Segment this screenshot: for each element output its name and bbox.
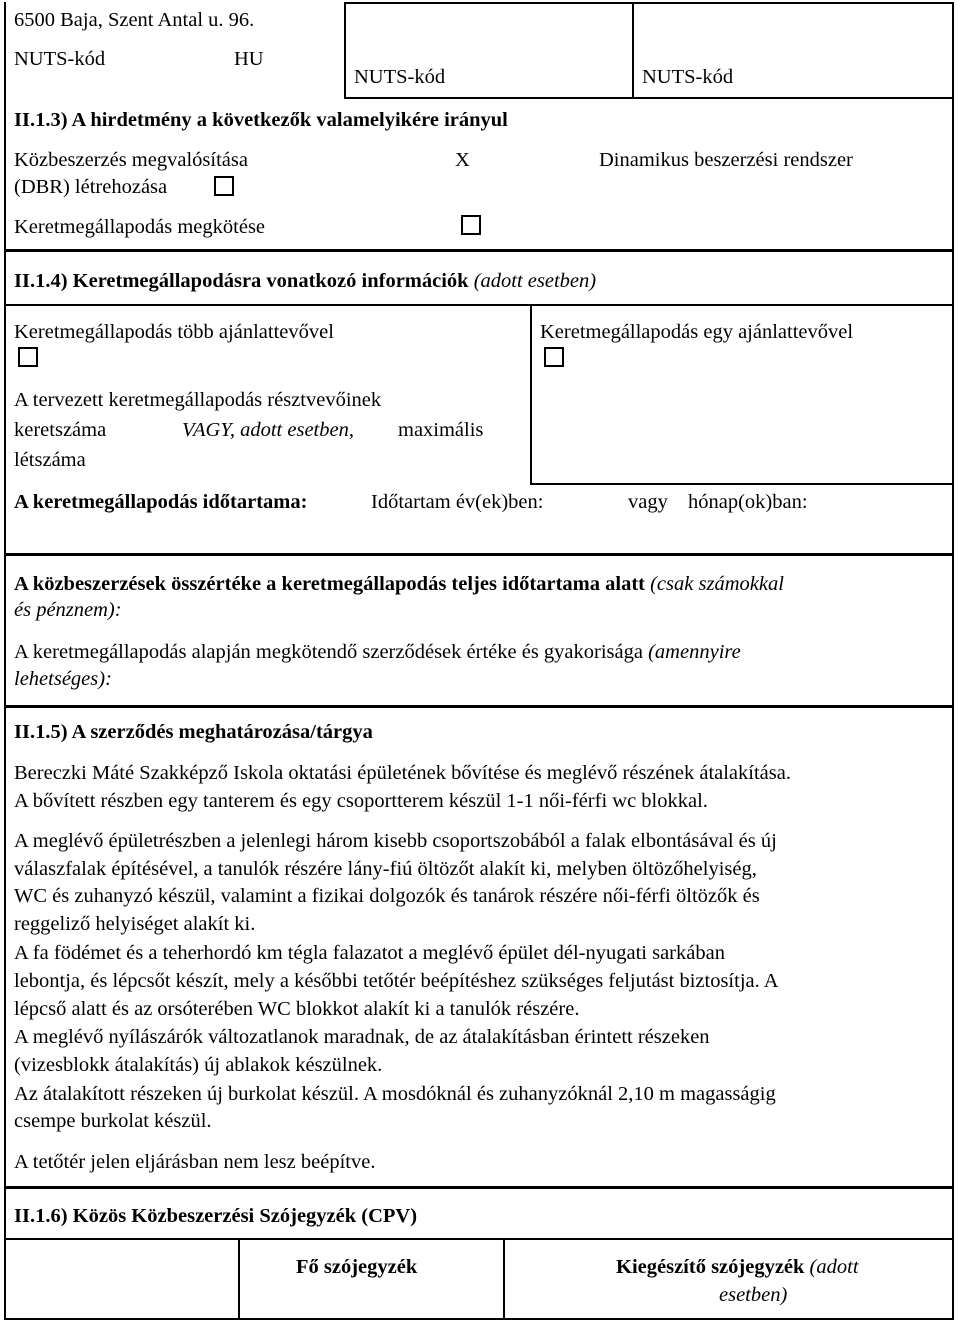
cpv-supplementary-note-2: esetben)	[719, 1284, 788, 1306]
option-public-procurement-mark: X	[455, 149, 470, 171]
description-line: lépcső alatt és az orsóterében WC blokkot alakít ki a tanulók részére.	[14, 998, 580, 1020]
total-value-label: A közbeszerzések összértéke a keretmegállapodás teljes időtartama alatt	[14, 573, 645, 595]
nuts-label-3: NUTS-kód	[642, 66, 734, 88]
description-line: válaszfalak építésével, a tanulók részére lány-fiú öltözőt alakít ki, melyben öltözőhelyiség,	[14, 858, 757, 880]
framework-multi-label: Keretmegállapodás több ajánlattevővel	[14, 321, 334, 343]
description-line: Az átalakított részeken új burkolat készül. A mosdóknál és zuhanyzóknál 2,10 m magasságig	[14, 1083, 776, 1105]
option-framework: Keretmegállapodás megkötése	[14, 216, 266, 238]
values-bottom	[4, 705, 954, 708]
description-line: Bereczki Máté Szakképző Iskola oktatási épületének bővítése és meglévő részének átalakítása.	[14, 762, 791, 784]
framework-multi-checkbox[interactable]	[18, 347, 38, 367]
nuts-divider-2	[632, 2, 634, 98]
participants-line-2c: maximális	[398, 419, 484, 441]
nuts-cell-top-mid	[344, 2, 634, 4]
framework-divider	[530, 304, 532, 484]
description-line: lebontja, és lépcsőt készít, mely a későbbi tetőtér beépítéshez szükséges feljutást biztosítja. A	[14, 970, 779, 992]
duration-label: A keretmegállapodás időtartama:	[14, 491, 308, 513]
section-114-heading-note: (adott esetben)	[473, 270, 597, 292]
description-line: reggeliző helyiséget alakít ki.	[14, 913, 256, 935]
section-116-heading: II.1.6) Közös Közbeszerzési Szójegyzék (CPV)	[14, 1205, 418, 1227]
framework-top	[4, 304, 954, 306]
total-value-note-1: (csak számokkal	[650, 573, 784, 595]
contracts-line-1	[14, 642, 741, 663]
section-115-heading: II.1.5) A szerződés meghatározása/tárgya	[14, 721, 373, 743]
outer-border-right	[952, 2, 954, 1320]
outer-border-bottom	[4, 1318, 954, 1320]
contracts-note-2: lehetséges):	[14, 668, 112, 690]
cpv-main-vocabulary: Fő szójegyzék	[296, 1256, 418, 1278]
nuts-label-2: NUTS-kód	[354, 66, 446, 88]
description-line: csempe burkolat készül.	[14, 1110, 212, 1132]
outer-border-left	[4, 2, 6, 1320]
contracts-note-1: (amennyire	[648, 641, 741, 663]
cpv-divider-2	[503, 1238, 505, 1320]
description-line: WC és zuhanyzó készül, valamint a fizikai dolgozók és tanárok részére női-férfi öltözők és	[14, 885, 760, 907]
duration-months: hónap(ok)ban:	[688, 491, 808, 513]
framework-single-checkbox[interactable]	[544, 347, 564, 367]
nuts-bottom	[344, 97, 954, 99]
description-line: A meglévő épületrészben a jelenlegi három kisebb csoportszobából a falak elbontásával és új	[14, 830, 777, 852]
dbr-checkbox[interactable]	[214, 176, 234, 196]
nuts-divider-1	[344, 2, 346, 98]
participants-line-1: A tervezett keretmegállapodás résztvevőinek	[14, 389, 382, 411]
section-115-bottom	[4, 1186, 954, 1189]
section-114-heading-line	[14, 271, 596, 292]
option-public-procurement: Közbeszerzés megvalósítása	[14, 149, 248, 171]
participants-line-2a: keretszáma	[14, 419, 107, 441]
section-114-heading: II.1.4) Keretmegállapodásra vonatkozó információk	[14, 270, 469, 292]
participants-line-2b: VAGY, adott esetben,	[182, 419, 354, 441]
total-value-line-1	[14, 574, 784, 595]
duration-years: Időtartam év(ek)ben:	[371, 491, 544, 513]
address-city-line: 6500 Baja, Szent Antal u. 96.	[14, 9, 255, 31]
duration-bottom	[4, 553, 954, 556]
description-line: A tetőtér jelen eljárásban nem lesz beépítve.	[14, 1151, 376, 1173]
description-line: (vizesblokk átalakítás) új ablakok készülnek.	[14, 1054, 383, 1076]
cpv-supplementary-vocabulary: Kiegészítő szójegyzék	[616, 1256, 805, 1278]
description-line: A fa födémet és a teherhordó km tégla falazatot a meglévő épület dél-nyugati sarkában	[14, 942, 725, 964]
option-dbr-line2: (DBR) létrehozása	[14, 176, 168, 198]
cpv-supplementary-note-1: (adott	[809, 1256, 859, 1278]
option-dbr-line1: Dinamikus beszerzési rendszer	[599, 149, 853, 171]
framework-single-label: Keretmegállapodás egy ajánlattevővel	[540, 321, 854, 343]
cpv-divider-1	[238, 1238, 240, 1320]
cpv-table-top	[4, 1238, 954, 1240]
description-line: A meglévő nyílászárók változatlanok maradnak, de az átalakításban érintett részeken	[14, 1026, 710, 1048]
section-113-bottom	[4, 249, 954, 252]
framework-divider-bottom	[530, 483, 954, 485]
section-113-heading: II.1.3) A hirdetmény a következők valamelyikére irányul	[14, 109, 508, 131]
description-line: A bővített részben egy tanterem és egy csoportterem készül 1-1 női-férfi wc blokkal.	[14, 790, 708, 812]
nuts-label-1: NUTS-kód	[14, 48, 106, 70]
participants-line-3: létszáma	[14, 449, 86, 471]
cpv-supplementary-line-1	[616, 1257, 859, 1278]
framework-checkbox[interactable]	[461, 215, 481, 235]
contracts-text: A keretmegállapodás alapján megkötendő szerződések értéke és gyakorisága	[14, 641, 643, 663]
total-value-note-2: és pénznem):	[14, 599, 122, 621]
duration-or: vagy	[628, 491, 668, 513]
nuts-cell-top-right	[634, 2, 954, 4]
nuts-value-1: HU	[234, 48, 264, 70]
